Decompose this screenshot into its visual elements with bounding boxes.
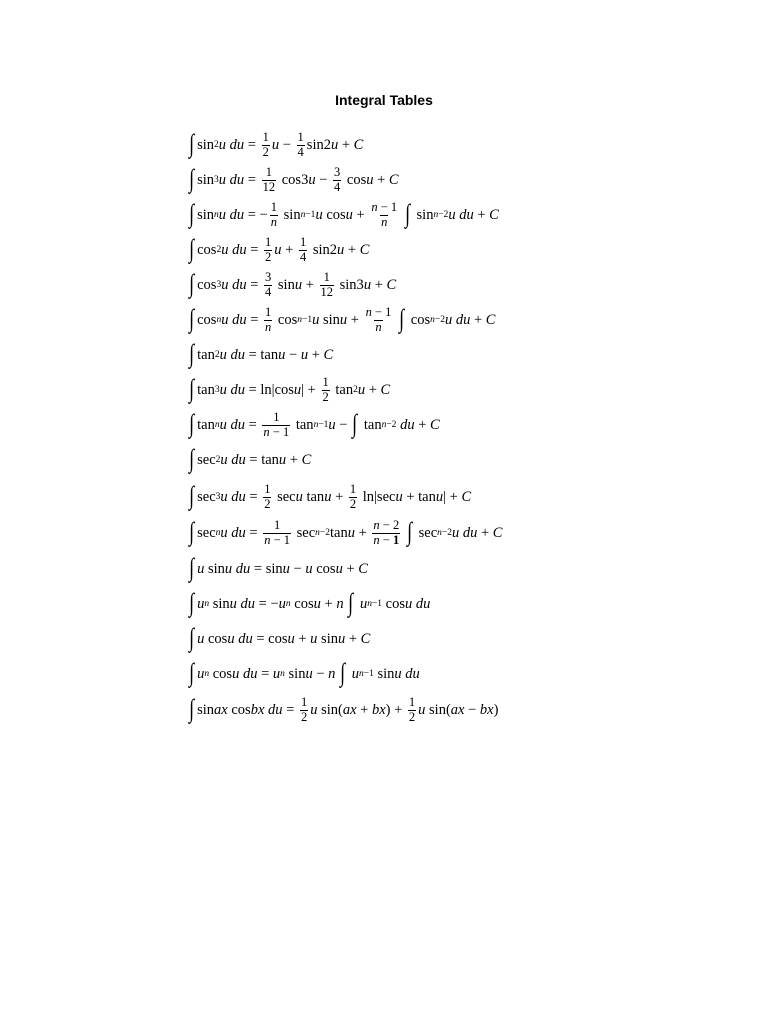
formula-sec3: ∫ sec 3 u du = $\frac{1}{2}$ sec u tan u + $\frac{1}{2}$ ln|sec u + tan u | + C [189,481,472,511]
formula-ucos: ∫ u cos u du = cos u + u sin u + C [189,623,371,652]
formula-sin2: ∫ sin 2 u du = $\frac{1}{2}$ u − $\frac{1}{4}$ sin2 u + C [189,129,364,159]
formula-uncos: ∫ u n cos u du = u n sin u − n ∫ u n−1 sin u du [189,658,420,687]
formula-cos3: ∫ cos 3 u du = $\frac{3}{4}$ sin u + $\frac{1}{12}$ sin3 u + C [189,269,397,299]
formula-tan2: ∫ tan 2 u du = tan u − u + C [189,339,334,368]
formula-tann: ∫ tan n u du = $\frac{1}{n - 1}$ tan n−1 u − ∫ tan n−2 du + C [189,409,440,439]
formula-sec2: ∫ sec 2 u du = tan u + C [189,444,312,473]
formula-cos2: ∫ cos 2 u du = $\frac{1}{2}$ u + $\frac{1}{4}$ sin2 u + C [189,234,370,264]
formula-tan3: ∫ tan 3 u du = ln|cos u | + $\frac{1}{2}$ tan 2 u + C [189,374,391,404]
page-title: Integral Tables [335,92,433,108]
formula-sinaxcosbx: ∫ sin ax cos bx du = $\frac{1}{2}$ u sin( ax + bx ) + $\frac{1}{2}$ u sin( ax − bx ) [189,694,499,724]
formula-sinn: ∫ sin n u du = − $\frac{1}{n}$ sin n−1 u cos u + $\frac{n - 1}{n}$ ∫ sin n−2 u du + C [189,199,499,229]
formula-sin3: ∫ sin 3 u du = $\frac{1}{12}$ cos3 u − $\frac{3}{4}$ cos u + C [189,164,399,194]
formula-usin: ∫ u sin u du = sin u − u cos u + C [189,553,368,582]
formula-unsin: ∫ u n sin u du = − u n cos u + n ∫ u n−1 cos u du [189,588,431,617]
formula-cosn: ∫ cos n u du = $\frac{1}{n}$ cos n−1 u sin u + $\frac{n - 1}{n}$ ∫ cos n−2 u du + C [189,304,496,334]
formula-secn: ∫ sec n u du = $\frac{1}{n - 1}$ sec n−2 tan u + $\frac{n - 2}{n - 1}$ ∫ sec n−2 u du + C [189,517,503,547]
